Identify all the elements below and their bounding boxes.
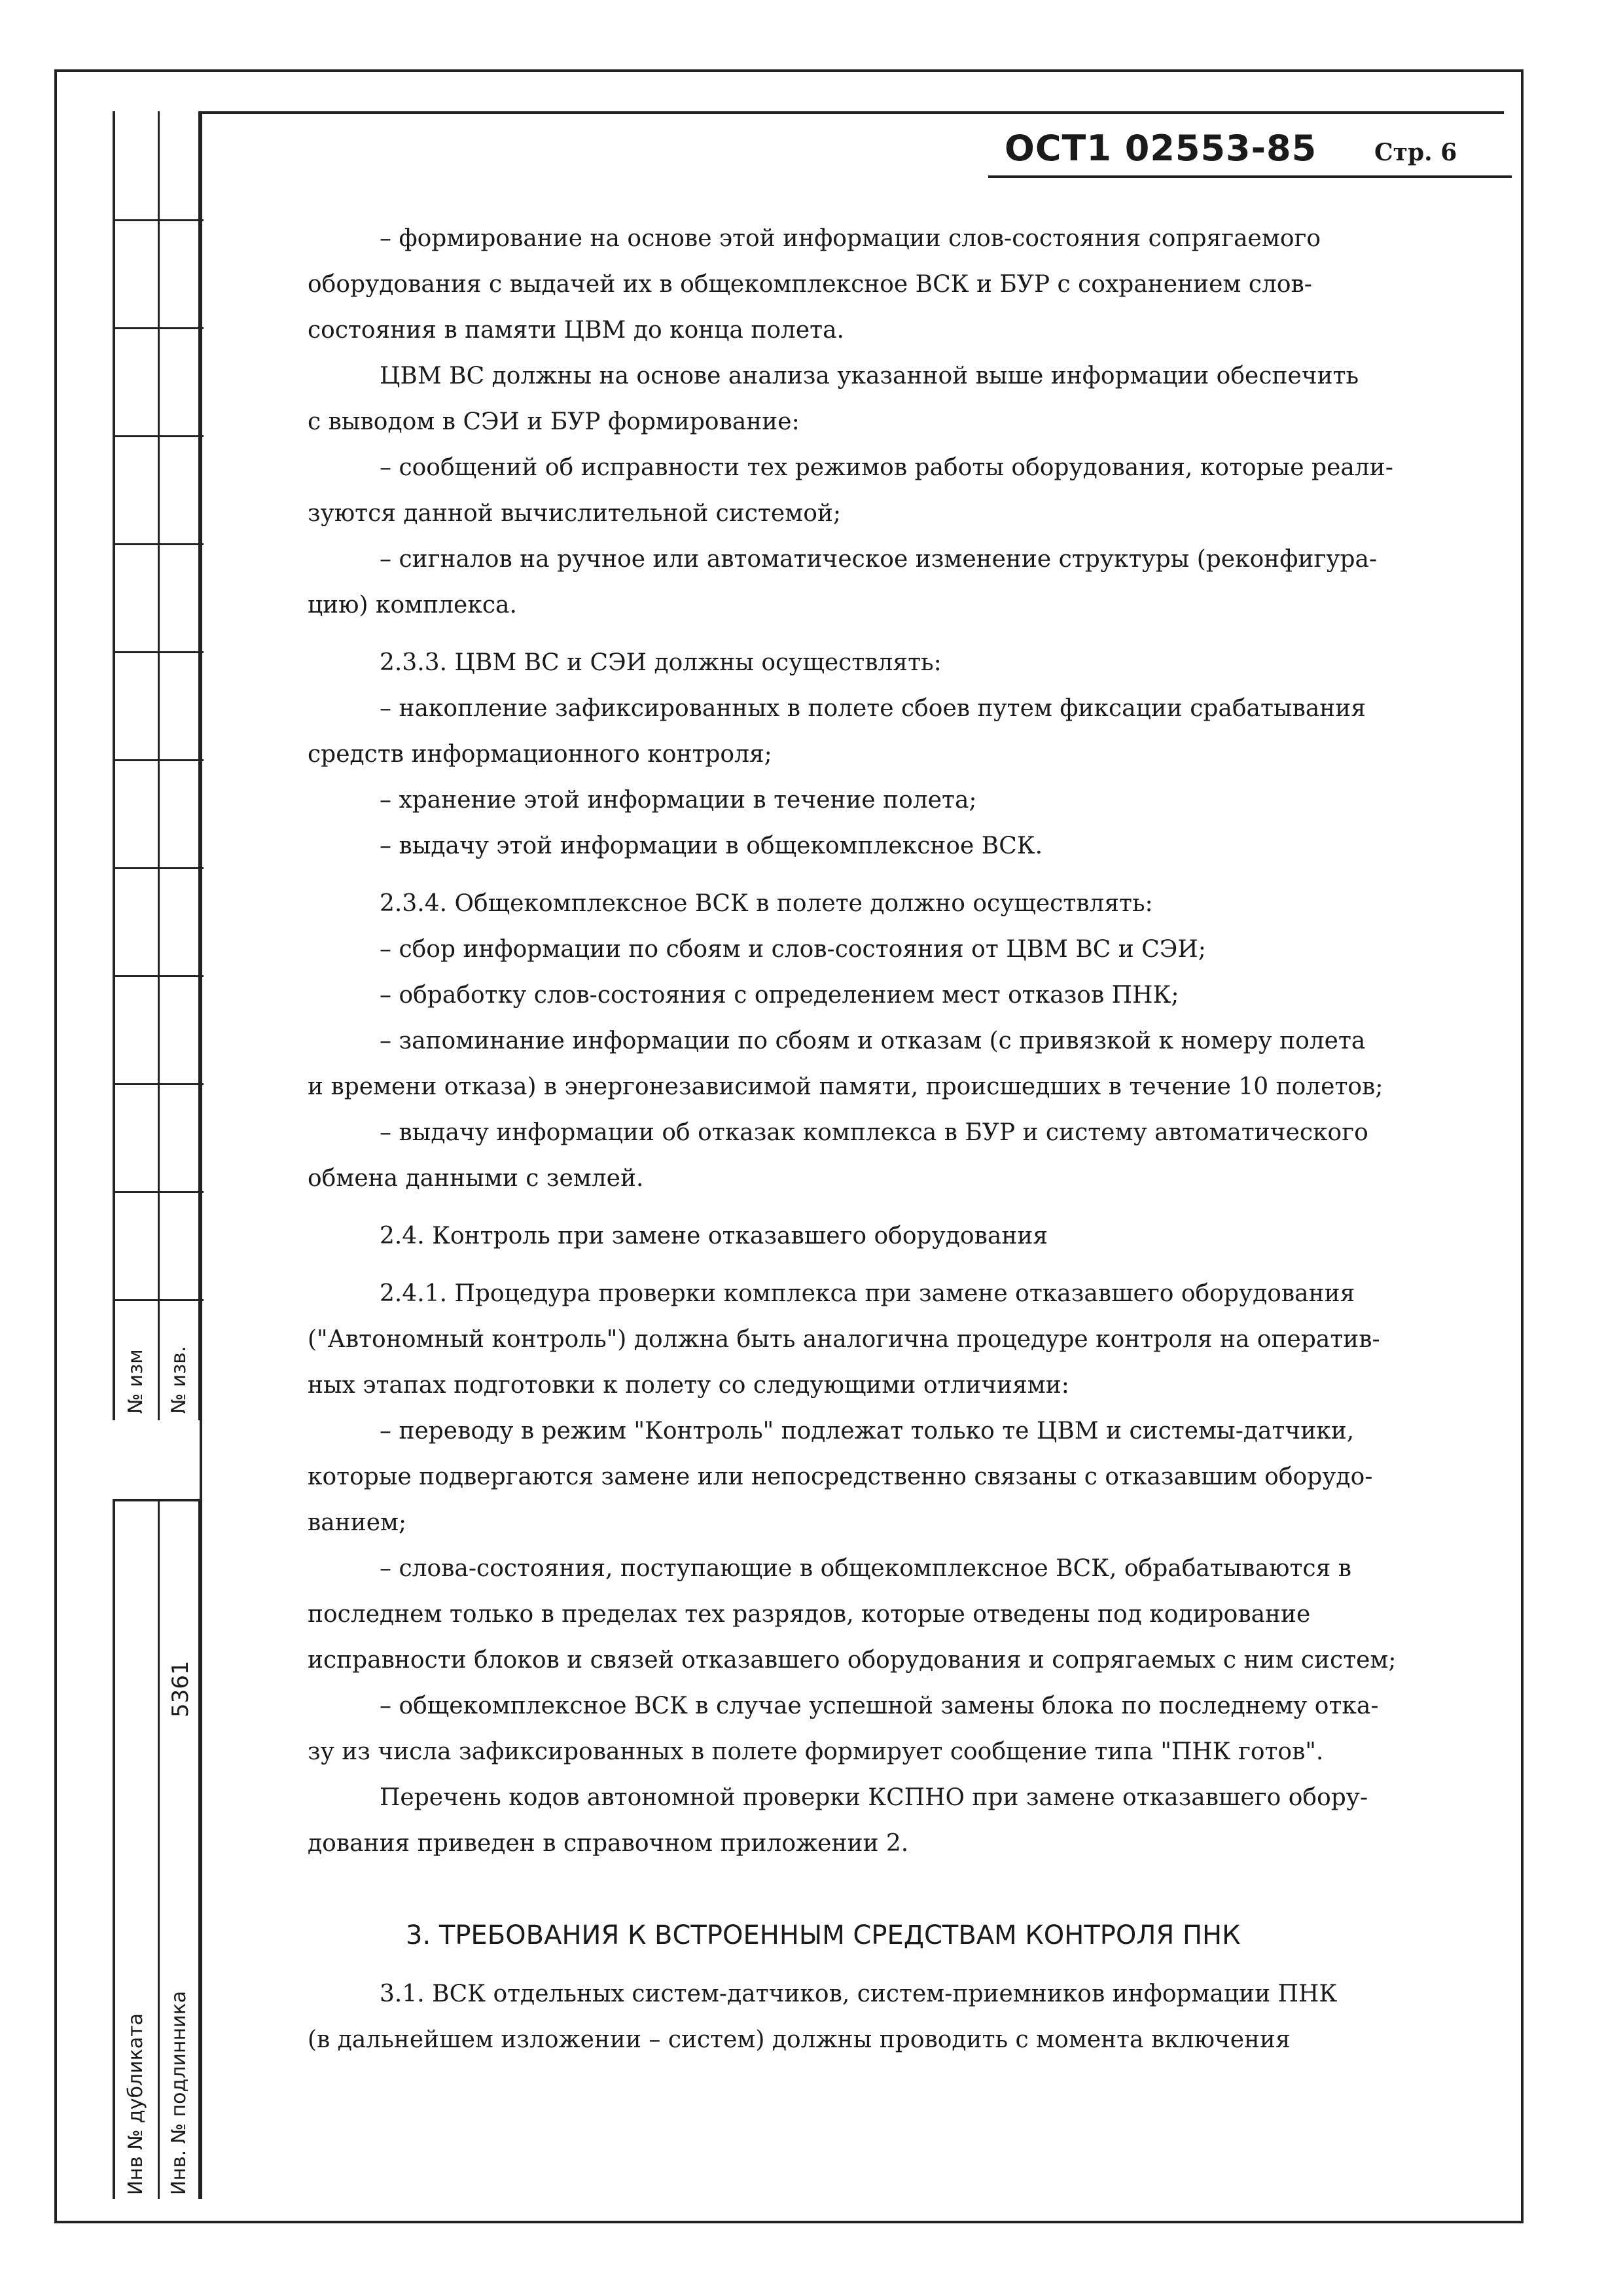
text-line: – запоминание информации по сбоям и отказам (с привязкой к номеру полета xyxy=(380,1028,1366,1054)
text-line: обмена данными с землей. xyxy=(308,1165,644,1192)
text-line: (в дальнейшем изложении – систем) должны проводить с момента включения xyxy=(308,2026,1291,2053)
margin-rule xyxy=(115,975,204,977)
margin-rule xyxy=(115,435,204,437)
text-line: – слова-состояния, поступающие в общекомплексное ВСК, обрабатываются в xyxy=(380,1555,1351,1582)
text-line: 2.3.3. ЦВМ ВС и СЭИ должны осуществлять: xyxy=(380,649,942,676)
text-line: ("Автономный контроль") должна быть аналогична процедуре контроля на оператив- xyxy=(308,1326,1380,1353)
text-line: – сообщений об исправности тех режимов работы оборудования, которые реали- xyxy=(380,454,1393,481)
margin-divider xyxy=(158,1501,160,2199)
text-line: – выдачу информации об отказак комплекса в БУР и систему автоматического xyxy=(380,1119,1368,1146)
text-line: – переводу в режим "Контроль" подлежат только те ЦВМ и системы-датчики, xyxy=(380,1418,1355,1444)
header-rule xyxy=(988,175,1512,178)
text-line: 2.4. Контроль при замене отказавшего оборудования xyxy=(380,1223,1048,1249)
text-line: 3.1. ВСК отдельных систем-датчиков, систем-приемников информации ПНК xyxy=(380,1981,1338,2007)
margin-rule xyxy=(115,651,204,653)
text-line: средств информационного контроля; xyxy=(308,741,772,768)
margin-stamp-bottom xyxy=(113,1499,201,2199)
margin-rule xyxy=(115,759,204,761)
margin-divider xyxy=(158,111,160,1420)
margin-rule xyxy=(115,1083,204,1085)
section-heading: 3. ТРЕБОВАНИЯ К ВСТРОЕННЫМ СРЕДСТВАМ КОНТРОЛЯ ПНК xyxy=(406,1920,1241,1950)
standard-number: ОСТ1 02553-85 xyxy=(1005,128,1317,169)
text-line: исправности блоков и связей отказавшего оборудования и сопрягаемых с ним систем; xyxy=(308,1647,1397,1674)
text-line: – формирование на основе этой информации слов-состояния сопрягаемого xyxy=(380,225,1321,252)
text-line: и времени отказа) в энергонезависимой памяти, происшедших в течение 10 полетов; xyxy=(308,1073,1383,1100)
text-line: оборудования с выдачей их в общекомплексное ВСК и БУР с сохранением слов- xyxy=(308,271,1312,298)
body-text xyxy=(308,216,1479,2063)
margin-rule xyxy=(115,327,204,329)
text-line: зу из числа зафиксированных в полете формирует сообщение типа "ПНК готов". xyxy=(308,1738,1324,1765)
text-line: 2.3.4. Общекомплексное ВСК в полете должно осуществлять: xyxy=(380,890,1153,917)
margin-rule xyxy=(115,543,204,545)
duplicate-inventory-label: Инв № дубликата xyxy=(124,2013,147,2195)
margin-stamp-top xyxy=(113,111,201,1420)
text-line: ЦВМ ВС должны на основе анализа указанной выше информации обеспечить xyxy=(380,363,1359,389)
notice-number-label: № изв. xyxy=(168,1346,190,1414)
margin-rule xyxy=(115,219,204,221)
text-line: – обработку слов-состояния с определением мест отказов ПНК; xyxy=(380,982,1179,1009)
text-line: Перечень кодов автономной проверки КСПНО при замене отказавшего обору- xyxy=(380,1784,1368,1811)
text-line: которые подвергаются замене или непосредственно связаны с отказавшим оборудо- xyxy=(308,1463,1373,1490)
page-number: Стр. 6 xyxy=(1374,139,1457,166)
text-line: – общекомплексное ВСК в случае успешной замены блока по последнему отка- xyxy=(380,1693,1379,1719)
text-line: – выдачу этой информации в общекомплексное ВСК. xyxy=(380,833,1043,859)
text-line: ных этапах подготовки к полету со следующими отличиями: xyxy=(308,1372,1069,1399)
text-line: 2.4.1. Процедура проверки комплекса при замене отказавшего оборудования xyxy=(380,1280,1355,1307)
original-number: 5361 xyxy=(168,1660,194,1717)
text-line: – сбор информации по сбоям и слов-состояния от ЦВМ ВС и СЭИ; xyxy=(380,936,1206,963)
text-line: – хранение этой информации в течение полета; xyxy=(380,787,977,814)
text-line: – накопление зафиксированных в полете сбоев путем фиксации срабатывания xyxy=(380,695,1366,722)
text-line: с выводом в СЭИ и БУР формирование: xyxy=(308,408,800,435)
text-line: зуются данной вычислительной системой; xyxy=(308,500,841,527)
margin-rule xyxy=(115,1191,204,1193)
text-line: состояния в памяти ЦВМ до конца полета. xyxy=(308,317,845,344)
text-line: цию) комплекса. xyxy=(308,592,517,619)
margin-rule xyxy=(115,1299,204,1301)
margin-rule xyxy=(115,867,204,869)
text-line: дования приведен в справочном приложении 2. xyxy=(308,1830,909,1857)
text-line: последнем только в пределах тех разрядов, которые отведены под кодирование xyxy=(308,1601,1311,1628)
change-number-label: № изм xyxy=(124,1349,147,1414)
original-inventory-label: Инв. № подлинника xyxy=(168,1990,190,2195)
text-line: ванием; xyxy=(308,1509,407,1536)
text-line: – сигналов на ручное или автоматическое изменение структуры (реконфигура- xyxy=(380,546,1378,573)
